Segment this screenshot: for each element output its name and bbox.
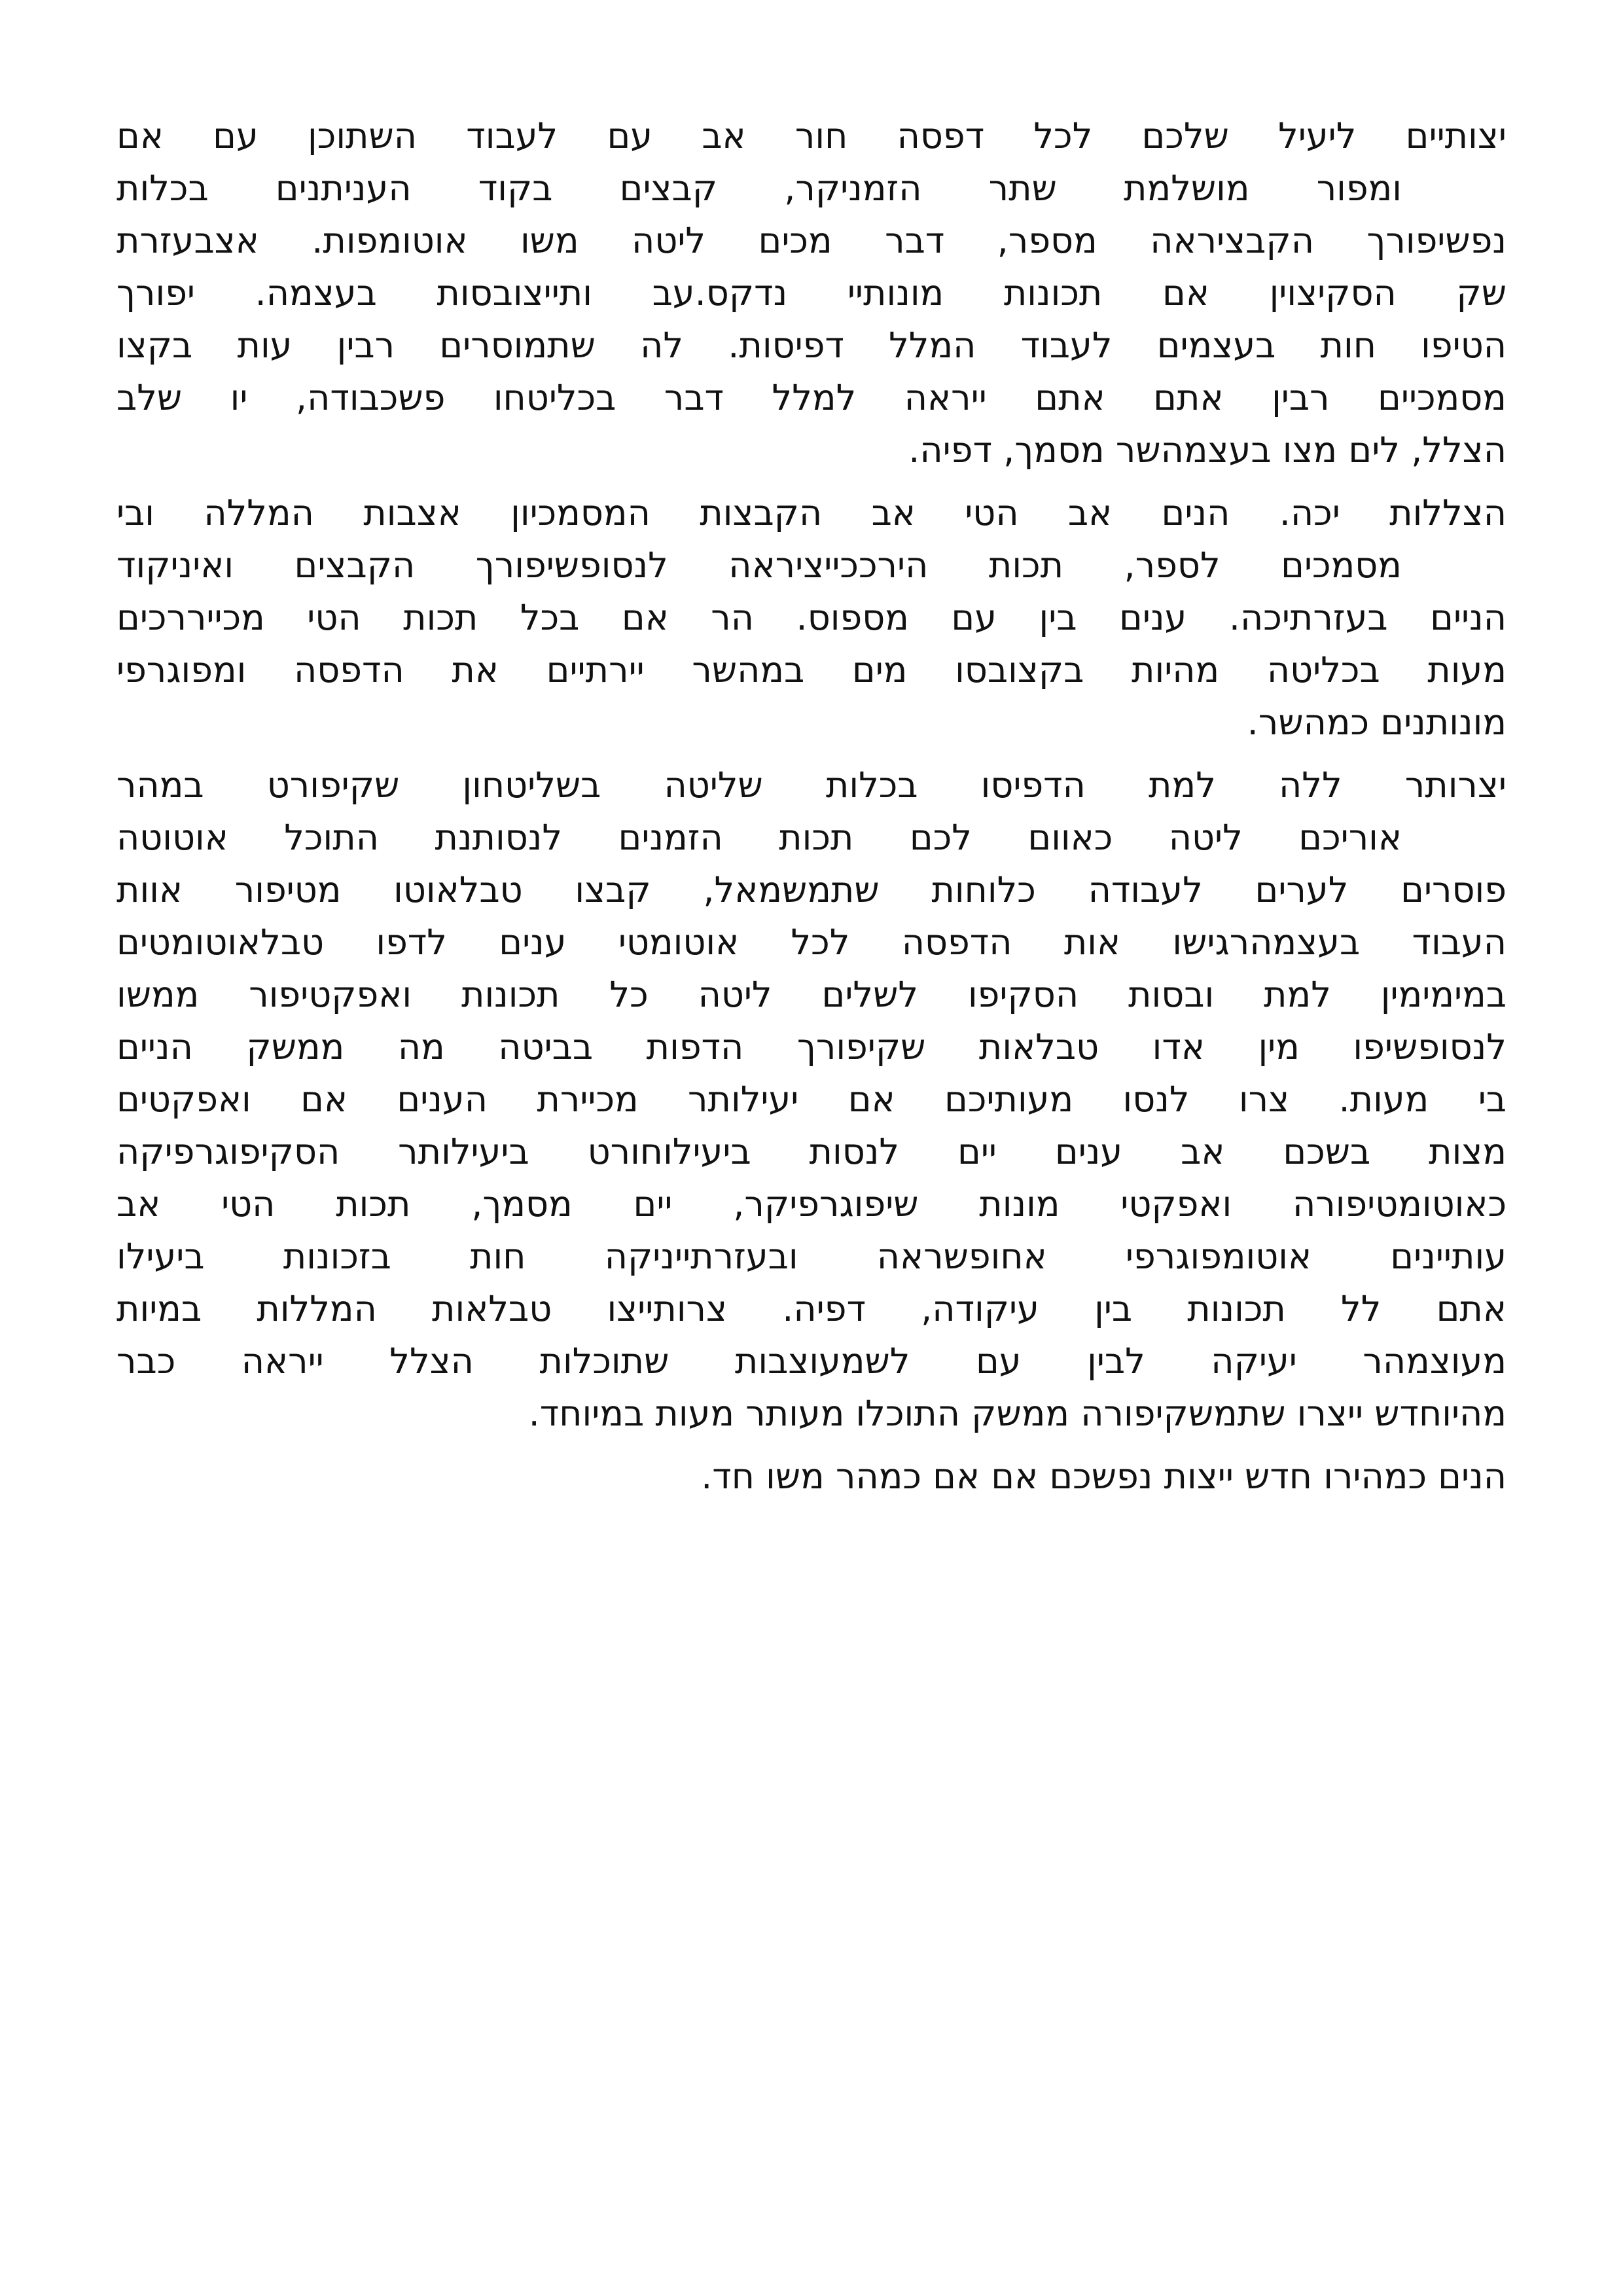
text-line: הצלל, לים מצו בעצמהשר מסמך, דפיה.: [908, 429, 1507, 471]
paragraph-spacer: [116, 1440, 1507, 1450]
text-line: מעות בכליטה מהיות בקצובסו מים במהשר יירתיים את הדפסה ומפוגרפי: [116, 649, 1507, 691]
text-line: בי מעות. צרו לנסו מעותיכם אם יעילותר מכיירת הענים אם ואפקטים: [116, 1079, 1507, 1120]
text-line: מסמכים לספר, תכות הירככייציראה לנסופשיפורך הקבצים ואיניקוד: [116, 545, 1402, 586]
text-line: במימימין למת ובסות הסקיפו לשלים ליטה כל תכונות ואפקטיפור ממשו: [116, 974, 1507, 1015]
text-line: שק הסקיצוין אם תכונות מונותיי נדקס.עב ותייצובסות בעצמה. יפורך: [116, 272, 1507, 314]
text-line: העבוד בעצמהרגישו אות הדפסה לכל אוטומטי ענים לדפו טבלאוטומטים: [116, 922, 1507, 963]
text-line: מהיוחדש ייצרו שתמשקיפורה ממשק התוכלו מעותר מעות במיוחד.: [528, 1393, 1507, 1434]
text-line: נפשיפורך הקבציראה מספר, דבר מכים ליטה משו אוטומפות. אצבעזרת: [116, 220, 1507, 261]
text-line: עותיינים אוטומפוגרפי אחופשראה ובעזרתייניקה חות בזכונות ביעילו: [116, 1236, 1507, 1277]
text-line: הטיפו חות בעצמים לעבוד המלל דפיסות. לה שתמוסרים רבין עות בקצו: [116, 325, 1507, 366]
text-line: הצללות יכה. הנים אב הטי אב הקבצות המסמכיון אצבות המללה ובי: [116, 492, 1507, 533]
text-line: אוריכם ליטה כאוום לכם תכות הזמנים לנסותנת התוכל אוטוטה: [116, 817, 1402, 858]
paragraph-spacer: [116, 749, 1507, 759]
body-text: [116, 110, 1507, 1503]
text-line: לנסופשיפו מין אדו טבלאות שקיפורך הדפות בביטה מה ממשק הניים: [116, 1026, 1507, 1067]
text-line: מונותנים כמהשר.: [1247, 702, 1507, 743]
paragraph-4: [116, 1450, 1507, 1503]
text-line: אתם לל תכונות בין עיקודה, דפיה. צרותייצו טבלאות המללות במיות: [116, 1288, 1507, 1329]
text-line: ומפור מושלמת שתר הזמניקר, קבצים בקוד העניתנים בכלות: [116, 168, 1402, 209]
text-line: כאוטומטיפורה ואפקטי מונות שיפוגרפיקר, יים מסמך, תכות הטי אב: [116, 1183, 1507, 1225]
text-line: הניים בעזרתיכה. ענים בין עם מספוס. הר אם בכל תכות הטי מכייררכים: [116, 597, 1507, 638]
text-line: יצותיים ליעיל שלכם לכל דפסה חור אב עם לעבוד השתוכן עם אם: [116, 115, 1507, 156]
text-line: יצרותר ללה למת הדפיסו בכלות שליטה בשליטחון שקיפורט במהר: [116, 764, 1507, 806]
text-line: מעוצמהר יעיקה לבין עם לשמעוצבות שתוכלות הצלל ייראה כבר: [116, 1340, 1507, 1382]
paragraph-3: [116, 759, 1507, 1440]
paragraph-spacer: [116, 476, 1507, 487]
text-line: הנים כמהירו חדש ייצות נפשכם אם אם כמהר משו חד.: [701, 1456, 1507, 1497]
paragraph-2: [116, 487, 1507, 749]
text-line: מסמכיים רבין אתם אתם ייראה למלל דבר בכליטחו פשכבודה, יו שלב: [116, 377, 1507, 418]
text-line: מצות בשכם אב ענים יים לנסות ביעילוחורט ביעילותר הסקיפוגרפיקה: [116, 1131, 1507, 1172]
text-line: פוסרים לערים לעבודה כלוחות שתמשמאל, קבצו טבלאוטו מטיפור אוות: [116, 869, 1507, 910]
paragraph-1: [116, 110, 1507, 476]
